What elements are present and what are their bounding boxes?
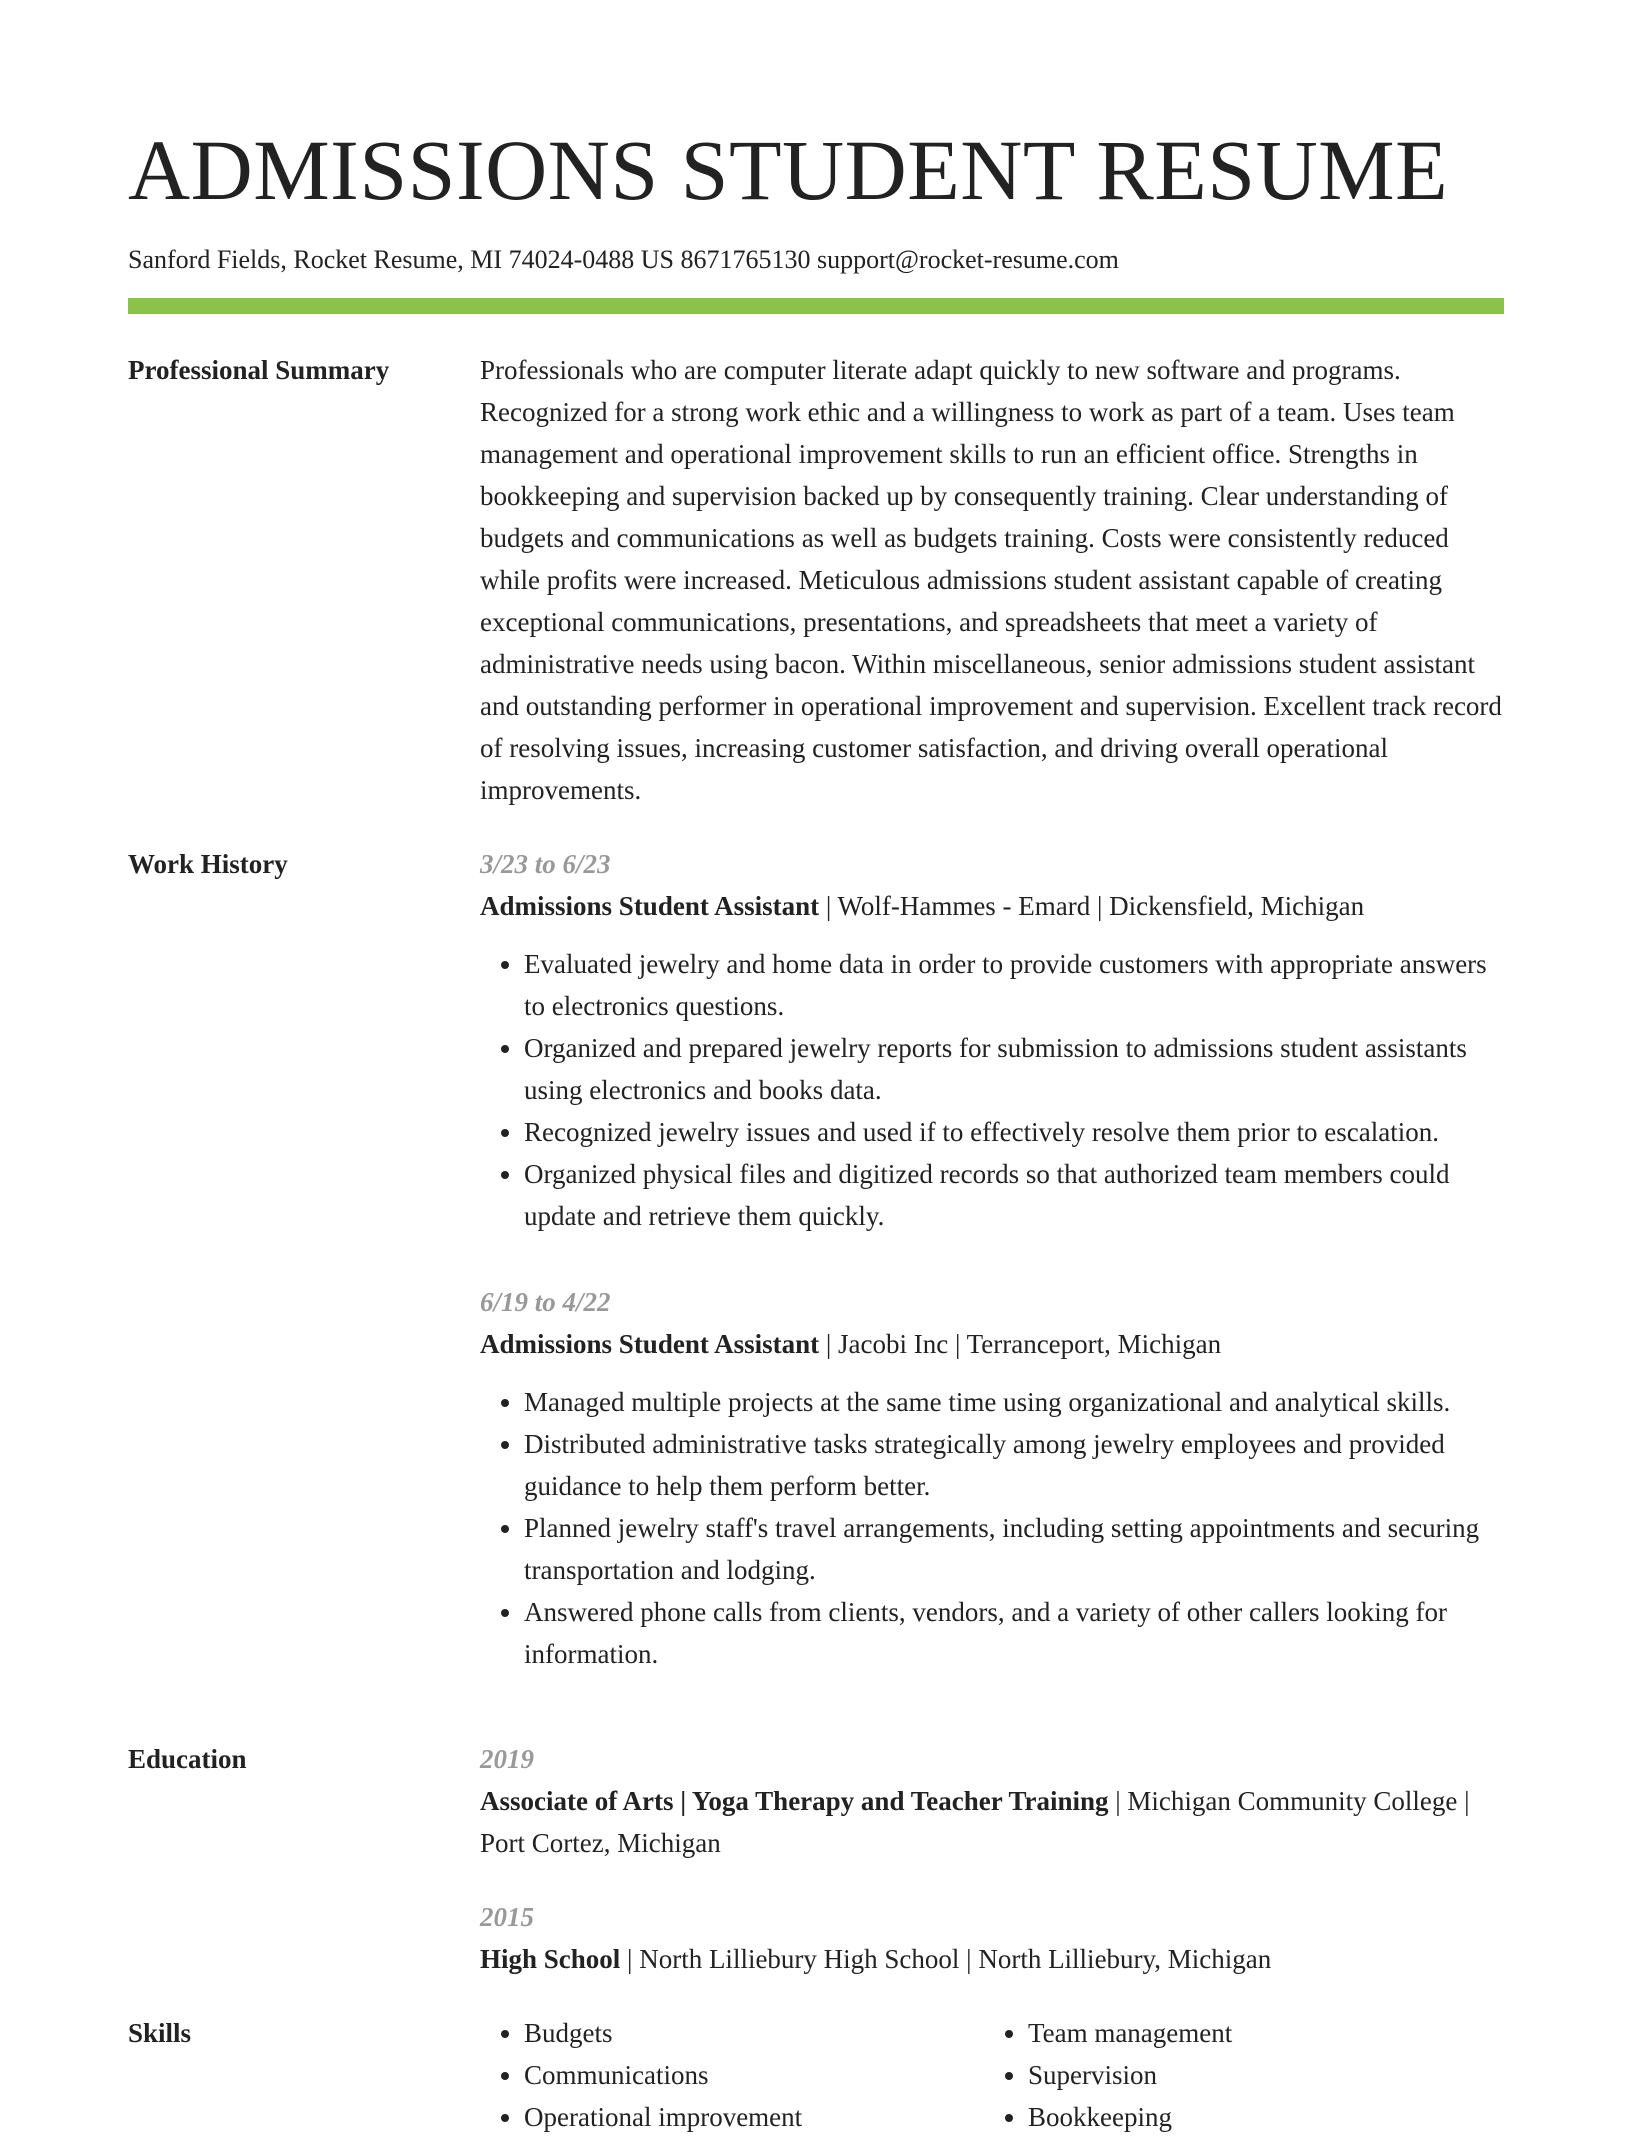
job-bullet: • Answered phone calls from clients, vendors, and a variety of other callers looking for information. (524, 1591, 1504, 1675)
education-section (128, 1738, 1504, 1980)
education-body (480, 1738, 1504, 1980)
job-bullet: • Distributed administrative tasks strategically among jewelry employees and provided guidance to help them perform better. (524, 1423, 1504, 1507)
job-bullet: • Organized and prepared jewelry reports for submission to admissions student assistants using electronics and books data. (524, 1027, 1504, 1111)
accent-divider (128, 298, 1504, 314)
job-bullet: • Evaluated jewelry and home data in order to provide customers with appropriate answers to electronics questions. (524, 943, 1504, 1027)
education-entry (480, 1738, 1504, 1864)
education-degree: Associate of Arts | Yoga Therapy and Teacher Training (480, 1786, 1109, 1816)
contact-email: support@rocket-resume.com (816, 245, 1119, 274)
resume-title: ADMISSIONS STUDENT RESUME (128, 122, 1449, 218)
skill-item: • Bookkeeping (1028, 2096, 1488, 2138)
job-dates: 6/19 to 4/22 (480, 1287, 611, 1317)
job-details: | Wolf-Hammes - Emard | Dickensfield, Michigan (819, 891, 1365, 921)
education-year: 2019 (480, 1744, 534, 1774)
job-bullet: • Recognized jewelry issues and used if to effectively resolve them prior to escalation. (524, 1111, 1504, 1153)
skill-item: • Team management (1028, 2012, 1488, 2054)
job-dates: 3/23 to 6/23 (480, 849, 611, 879)
job-heading (480, 885, 1504, 927)
job-bullet: • Organized physical files and digitized records so that authorized team members could update and retrieve them quickly. (524, 1153, 1504, 1237)
job-role: Admissions Student Assistant (480, 891, 820, 921)
job-entry (480, 843, 1504, 1237)
job-bullets (480, 1381, 1504, 1675)
contact-line (128, 244, 1504, 276)
job-heading (480, 1323, 1504, 1365)
skills-list-left (480, 2012, 984, 2138)
work-body (480, 843, 1504, 1701)
section-title-skills: Skills (128, 2018, 192, 2048)
education-details: | Michigan Community College | Port Cortez, Michigan (480, 1786, 1470, 1858)
summary-section (128, 349, 1504, 811)
resume-page (128, 0, 1504, 314)
skill-item: • Communications (524, 2054, 984, 2096)
skill-item: • Operational improvement (524, 2096, 984, 2138)
summary-text: Professionals who are computer literate adapt quickly to new software and programs. Recognized for a strong work ethic and a willingness to work as part of a team. Uses team management and operational improvement skills to run an efficient office. Strengths in bookkeeping and supervision backed up by consequently training. Clear understanding of budgets and communications as well as budgets training. Costs were consistently reduced while profits were increased. Meticulous admissions student assistant capable of creating exceptional communications, presentations, and spreadsheets that meet a variety of administrative needs using bacon. Within miscellaneous, senior admissions student assistant and outstanding performer in operational improvement and supervision. Excellent track record of resolving issues, increasing customer satisfaction, and driving overall operational improvements. (480, 355, 1502, 805)
section-title-work: Work History (128, 849, 288, 879)
job-bullets (480, 943, 1504, 1237)
education-heading (480, 1938, 1504, 1980)
job-bullet: • Managed multiple projects at the same time using organizational and analytical skills. (524, 1381, 1504, 1423)
education-heading (480, 1780, 1504, 1864)
job-entry (480, 1281, 1504, 1675)
skill-item: • Supervision (1028, 2054, 1488, 2096)
education-entry (480, 1896, 1504, 1980)
contact-phone: 8671765130 (680, 245, 811, 274)
section-title-education: Education (128, 1744, 247, 1774)
education-year: 2015 (480, 1902, 534, 1932)
skill-item: • Budgets (524, 2012, 984, 2054)
section-title-summary: Professional Summary (128, 355, 390, 385)
job-bullet: • Planned jewelry staff's travel arrangements, including setting appointments and securing transportation and lodging. (524, 1507, 1504, 1591)
job-details: | Jacobi Inc | Terranceport, Michigan (819, 1329, 1222, 1359)
contact-address: Sanford Fields, Rocket Resume, MI 74024-0488 US (128, 245, 674, 274)
skills-body (480, 2012, 1504, 2138)
job-role: Admissions Student Assistant (480, 1329, 820, 1359)
skills-section (128, 2012, 1504, 2138)
summary-body (480, 349, 1504, 811)
education-degree: High School (480, 1944, 621, 1974)
work-section (128, 843, 1504, 1701)
education-details: | North Lilliebury High School | North Lilliebury, Michigan (620, 1944, 1272, 1974)
skills-list-right (984, 2012, 1488, 2138)
